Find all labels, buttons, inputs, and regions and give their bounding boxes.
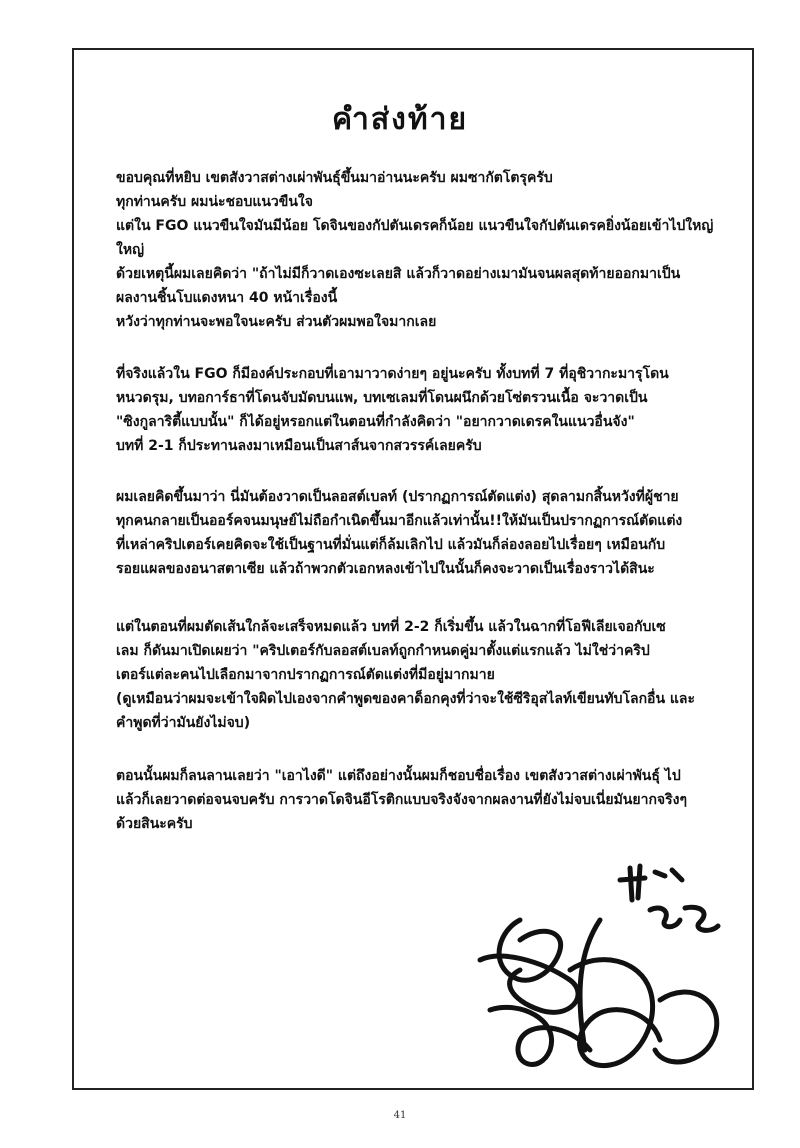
text-line: เตอร์แต่ละคนไปเลือกมาจากปรากฏการณ์ตัดแต่งที่มีอยู่มากมาย bbox=[116, 667, 495, 683]
text-line: บทที่ 2-1 ก็ประทานลงมาเหมือนเป็นสาส์นจากสวรรค์เลยครับ bbox=[116, 438, 482, 454]
text-line: รอยแผลของอนาสตาเซีย แล้วถ้าพวกตัวเอกหลงเข้าไปในนั้นก็คงจะวาดเป็นเรื่องราวได้สินะ bbox=[116, 561, 655, 577]
text-line: ที่จริงแล้วใน FGO ก็มีองค์ประกอบที่เอามาวาดง่ายๆ อยู่นะครับ ทั้งบทที่ 7 ที่อุชิวากะมารุโดน bbox=[116, 366, 669, 382]
text-line: ที่เหล่าคริปเตอร์เคยคิดจะใช้เป็นฐานที่มั่นแต่ก็ล้มเลิกไป แล้วมันก็ล่องลอยไปเรื่อยๆ เหมือนกับ bbox=[116, 537, 666, 553]
text-line: แล้วก็เลยวาดต่อจนจบครับ การวาดโดจินอีโรติกแบบจริงจังจากผลงานที่ยังไม่จบเนี่ยมันยากจริงๆ bbox=[116, 792, 687, 808]
text-line: แต่ใน FGO แนวขืนใจมันมีน้อย โดจินของกัปตันเดรคก็น้อย แนวขืนใจกัปตันเดรคยิ่งน้อยเข้าไปใหญ่ bbox=[116, 218, 714, 234]
text-line: ผมเลยคิดขึ้นมาว่า นี่มันต้องวาดเป็นลอสต์เบลท์ (ปรากฏการณ์ตัดแต่ง) สุดลามกสิ้นหวังที่ผู้ชาย bbox=[116, 489, 679, 505]
paragraph-5 bbox=[116, 764, 756, 836]
text-line: "ซิงกูลาริตี้แบบนั้น" ก็ได้อยู่หรอกแต่ในตอนที่กำลังคิดว่า "อยากวาดเดรคในแนวอื่นจัง" bbox=[116, 414, 635, 430]
paragraph-4 bbox=[116, 615, 756, 735]
text-line: ขอบคุณที่หยิบ เขตสังวาสต่างเผ่าพันธุ์ขึ้นมาอ่านนะครับ ผมซากัตโตรุครับ bbox=[116, 170, 553, 186]
author-signature bbox=[460, 850, 740, 1090]
text-line: ทุกคนกลายเป็นออร์คจนมนุษย์ไม่ถือกำเนิดขึ้นมาอีกแล้วเท่านั้น!!ให้มันเป็นปรากฏการณ์ตัดแต่ง bbox=[116, 513, 683, 529]
text-line: ด้วยสินะครับ bbox=[116, 816, 193, 832]
text-line: ด้วยเหตุนี้ผมเลยคิดว่า "ถ้าไม่มีก็วาดเองซะเลยสิ แล้วก็วาดอย่างเมามันจนผลสุดท้ายออกมาเป็น bbox=[116, 266, 681, 282]
text-line: คำพูดที่ว่ามันยังไม่จบ) bbox=[116, 715, 251, 731]
page-title: คำส่งท้าย bbox=[331, 102, 469, 137]
page-number: 41 bbox=[393, 1110, 407, 1121]
text-line: หวังว่าทุกท่านจะพอใจนะครับ ส่วนตัวผมพอใจมากเลย bbox=[116, 314, 437, 330]
text-line: เลม ก็ดันมาเปิดเผยว่า "คริปเตอร์กับลอสต์เบลท์ถูกกำหนดคู่มาตั้งแต่แรกแล้ว ไม่ใช่ว่าคริป bbox=[116, 643, 650, 659]
text-line: (ดูเหมือนว่าผมจะเข้าใจผิดไปเองจากคำพูดของคาด็อกคุงที่ว่าจะใช้ซีริอุสไลท์เขียนทับโลกอื่น และ bbox=[116, 691, 696, 707]
text-line: หนวดรุม, บทอการ์ธาที่โดนจับมัดบนแพ, บทเซเลมที่โดนผนึกด้วยโซ่ตรวนเนื้อ จะวาดเป็น bbox=[116, 390, 648, 406]
text-line: ใหญ่ bbox=[116, 242, 144, 258]
text-line: ผลงานชิ้นโบแดงหนา 40 หน้าเรื่องนี้ bbox=[116, 290, 338, 306]
paragraph-3 bbox=[116, 485, 756, 581]
text-line: ตอนนั้นผมก็ลนลานเลยว่า "เอาไงดี" แต่ถึงอย่างนั้นผมก็ชอบชื่อเรื่อง เขตสังวาสต่างเผ่าพันธุ์ ไป bbox=[116, 768, 681, 784]
paragraph-2 bbox=[116, 362, 756, 458]
text-line: ทุกท่านครับ ผมน่ะชอบแนวขืนใจ bbox=[116, 194, 313, 210]
text-line: แต่ในตอนที่ผมตัดเส้นใกล้จะเสร็จหมดแล้ว บทที่ 2-2 ก็เริ่มขึ้น แล้วในฉากที่โอฟีเลียเจอกับเซ bbox=[116, 619, 666, 635]
paragraph-1 bbox=[116, 166, 756, 334]
